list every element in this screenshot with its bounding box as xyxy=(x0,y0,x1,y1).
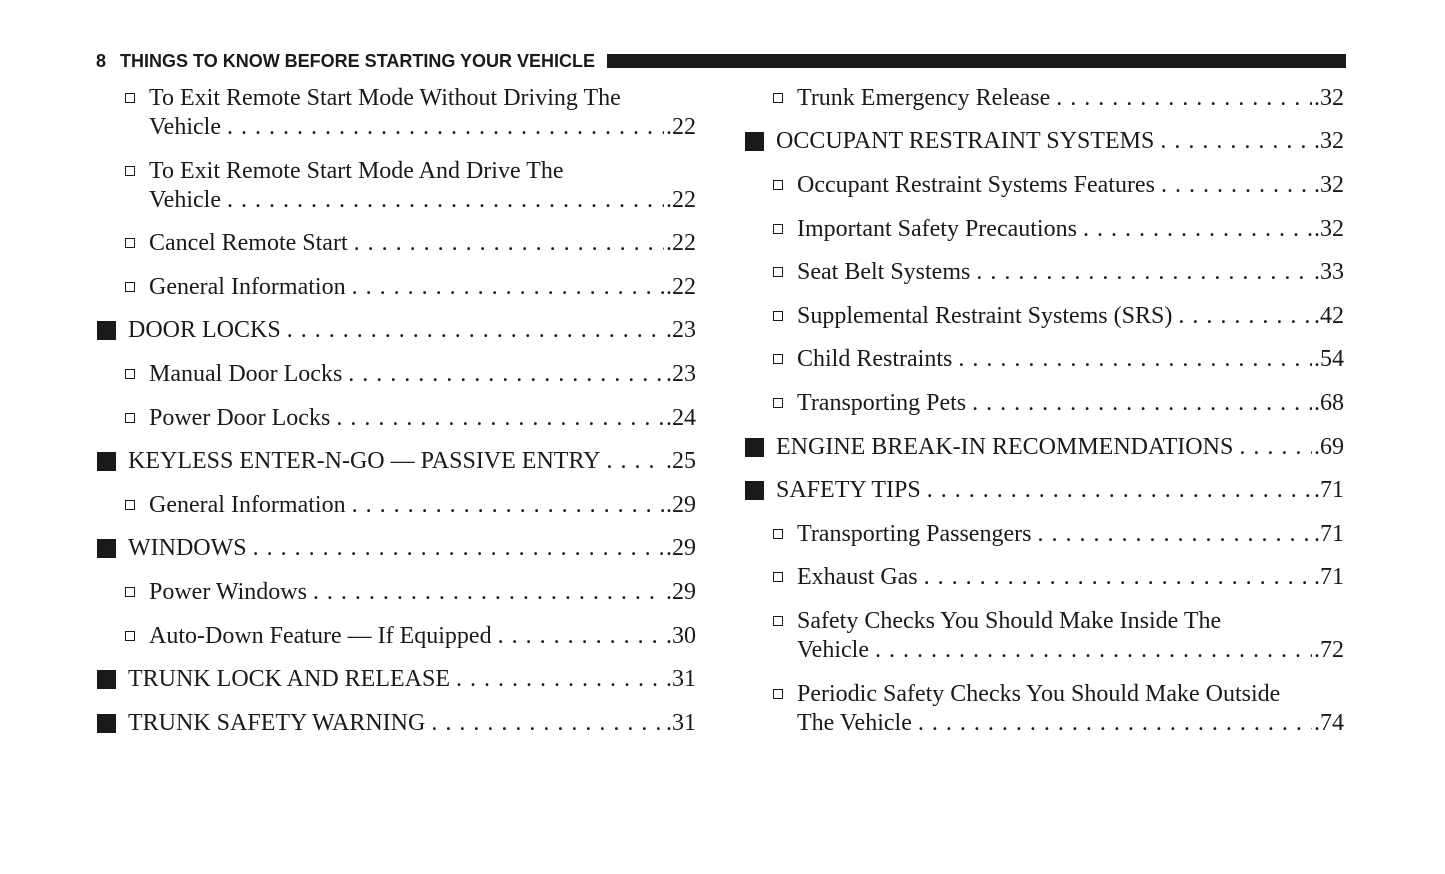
toc-page-number: .31 xyxy=(666,710,696,736)
toc-page-number: .68 xyxy=(1314,390,1344,416)
toc-entry-title: The Vehicle xyxy=(797,710,912,736)
toc-page-number: .42 xyxy=(1314,303,1344,329)
toc-entry-title: Vehicle xyxy=(797,637,869,663)
toc-subsection-entry[interactable] xyxy=(96,84,696,142)
solid-square-bullet-icon xyxy=(97,539,116,558)
toc-subsection-entry[interactable] xyxy=(96,157,696,215)
toc-subsection-entry[interactable] xyxy=(744,607,1344,665)
toc-subsection-entry[interactable] xyxy=(744,345,1344,374)
toc-page-number: .30 xyxy=(666,623,696,649)
toc-page-number: .71 xyxy=(1314,521,1344,547)
toc-page-number: .74 xyxy=(1314,710,1344,736)
toc-subsection-entry[interactable] xyxy=(744,563,1344,592)
toc-subsection-entry[interactable] xyxy=(96,360,696,389)
toc-entry-title: KEYLESS ENTER-N-GO — PASSIVE ENTRY xyxy=(128,448,601,474)
open-square-bullet-icon xyxy=(773,267,783,277)
toc-page-number: .24 xyxy=(666,405,696,431)
toc-page-number: .29 xyxy=(666,535,696,561)
solid-square-bullet-icon xyxy=(97,321,116,340)
toc-entry-title: Child Restraints xyxy=(797,346,953,372)
toc-page-number: .72 xyxy=(1314,637,1344,663)
toc-page-number: .54 xyxy=(1314,346,1344,372)
toc-page-number: .22 xyxy=(666,187,696,213)
toc-section-entry[interactable] xyxy=(744,127,1344,156)
dot-leader xyxy=(313,578,664,607)
dot-leader xyxy=(1056,84,1312,113)
toc-entry-title: TRUNK SAFETY WARNING xyxy=(128,710,426,736)
open-square-bullet-icon xyxy=(773,311,783,321)
dot-leader xyxy=(456,665,664,694)
open-square-bullet-icon xyxy=(773,616,783,626)
open-square-bullet-icon xyxy=(125,166,135,176)
dot-leader xyxy=(1239,433,1312,462)
dot-leader xyxy=(606,447,664,476)
toc-entry-title: Periodic Safety Checks You Should Make Outside xyxy=(797,681,1281,707)
open-square-bullet-icon xyxy=(773,180,783,190)
toc-entry-title: Vehicle xyxy=(149,187,221,213)
toc-entry-title: General Information xyxy=(149,274,346,300)
page-number: 8 xyxy=(96,50,107,71)
dot-leader xyxy=(227,186,664,215)
open-square-bullet-icon xyxy=(125,500,135,510)
toc-page-number: .22 xyxy=(666,114,696,140)
dot-leader xyxy=(918,709,1312,738)
toc-page-number: .32 xyxy=(1314,85,1344,111)
dot-leader xyxy=(227,113,664,142)
toc-subsection-entry[interactable] xyxy=(744,680,1344,738)
dot-leader xyxy=(875,636,1312,665)
toc-subsection-entry[interactable] xyxy=(744,302,1344,331)
toc-entry-title: Occupant Restraint Systems Features xyxy=(797,172,1155,198)
toc-page-number: .71 xyxy=(1314,564,1344,590)
dot-leader xyxy=(1037,520,1312,549)
open-square-bullet-icon xyxy=(773,224,783,234)
toc-entry-title: Auto-Down Feature — If Equipped xyxy=(149,623,492,649)
dot-leader xyxy=(976,258,1312,287)
toc-entry-title: Cancel Remote Start xyxy=(149,230,348,256)
section-title: THINGS TO KNOW BEFORE STARTING YOUR VEHICLE xyxy=(120,50,596,71)
toc-subsection-entry[interactable] xyxy=(744,171,1344,200)
toc-entry-title: ENGINE BREAK-IN RECOMMENDATIONS xyxy=(776,434,1234,460)
toc-entry-title: Important Safety Precautions xyxy=(797,216,1077,242)
dot-leader xyxy=(336,404,664,433)
toc-subsection-entry[interactable] xyxy=(744,84,1344,113)
solid-square-bullet-icon xyxy=(745,481,764,500)
open-square-bullet-icon xyxy=(773,572,783,582)
toc-entry-title: To Exit Remote Start Mode And Drive The xyxy=(149,158,564,184)
toc-entry-title: Transporting Pets xyxy=(797,390,967,416)
solid-square-bullet-icon xyxy=(97,714,116,733)
toc-subsection-entry[interactable] xyxy=(744,389,1344,418)
toc-subsection-entry[interactable] xyxy=(96,578,696,607)
solid-square-bullet-icon xyxy=(97,670,116,689)
dot-leader xyxy=(431,709,664,738)
open-square-bullet-icon xyxy=(125,587,135,597)
dot-leader xyxy=(287,316,664,345)
header-rule xyxy=(607,54,1346,68)
toc-entry-title: Supplemental Restraint Systems (SRS) xyxy=(797,303,1173,329)
solid-square-bullet-icon xyxy=(97,452,116,471)
toc-page-number: .71 xyxy=(1314,477,1344,503)
solid-square-bullet-icon xyxy=(745,132,764,151)
dot-leader xyxy=(1160,127,1312,156)
dot-leader xyxy=(354,229,664,258)
dot-leader xyxy=(348,360,664,389)
open-square-bullet-icon xyxy=(125,282,135,292)
toc-entry-title: To Exit Remote Start Mode Without Driving The xyxy=(149,85,621,111)
dot-leader xyxy=(352,273,664,302)
toc-section-entry[interactable] xyxy=(744,476,1344,505)
dot-leader xyxy=(958,345,1312,374)
toc-entry-title: Transporting Passengers xyxy=(797,521,1032,547)
toc-page-number: .33 xyxy=(1314,259,1344,285)
toc-page-number: .32 xyxy=(1314,128,1344,154)
dot-leader xyxy=(927,476,1312,505)
open-square-bullet-icon xyxy=(125,93,135,103)
toc-page-number: .31 xyxy=(666,666,696,692)
toc-section-entry[interactable] xyxy=(96,316,696,345)
dot-leader xyxy=(924,563,1312,592)
toc-section-entry[interactable] xyxy=(96,665,696,694)
toc-entry-title: Trunk Emergency Release xyxy=(797,85,1051,111)
open-square-bullet-icon xyxy=(773,354,783,364)
dot-leader xyxy=(498,622,664,651)
dot-leader xyxy=(1083,215,1312,244)
toc-entry-title: OCCUPANT RESTRAINT SYSTEMS xyxy=(776,128,1155,154)
toc-entry-title: TRUNK LOCK AND RELEASE xyxy=(128,666,450,692)
toc-entry-title: General Information xyxy=(149,492,346,518)
open-square-bullet-icon xyxy=(125,413,135,423)
open-square-bullet-icon xyxy=(773,93,783,103)
toc-entry-title: Seat Belt Systems xyxy=(797,259,971,285)
toc-entry-title: Manual Door Locks xyxy=(149,361,343,387)
toc-entry-title: Exhaust Gas xyxy=(797,564,918,590)
toc-subsection-entry[interactable] xyxy=(744,520,1344,549)
toc-page-number: .32 xyxy=(1314,172,1344,198)
toc-entry-title: Power Windows xyxy=(149,579,307,605)
toc-entry-title: DOOR LOCKS xyxy=(128,317,281,343)
toc-page-number: .29 xyxy=(666,579,696,605)
toc-section-entry[interactable] xyxy=(96,709,696,738)
page-header xyxy=(96,50,1346,72)
solid-square-bullet-icon xyxy=(745,438,764,457)
toc-page-number: .22 xyxy=(666,230,696,256)
toc-section-entry[interactable] xyxy=(744,433,1344,462)
toc-section-entry[interactable] xyxy=(96,534,696,563)
toc-page-number: .25 xyxy=(666,448,696,474)
open-square-bullet-icon xyxy=(125,369,135,379)
dot-leader xyxy=(253,534,664,563)
toc-subsection-entry[interactable] xyxy=(96,622,696,651)
toc-page-number: .23 xyxy=(666,361,696,387)
toc-subsection-entry[interactable] xyxy=(96,491,696,520)
dot-leader xyxy=(1178,302,1312,331)
toc-subsection-entry[interactable] xyxy=(744,258,1344,287)
toc-page-number: .22 xyxy=(666,274,696,300)
open-square-bullet-icon xyxy=(773,689,783,699)
open-square-bullet-icon xyxy=(773,529,783,539)
toc-subsection-entry[interactable] xyxy=(96,229,696,258)
open-square-bullet-icon xyxy=(773,398,783,408)
toc-page-number: .29 xyxy=(666,492,696,518)
toc-subsection-entry[interactable] xyxy=(96,273,696,302)
dot-leader xyxy=(1161,171,1312,200)
toc-page-number: .32 xyxy=(1314,216,1344,242)
open-square-bullet-icon xyxy=(125,238,135,248)
toc-page-number: .69 xyxy=(1314,434,1344,460)
dot-leader xyxy=(352,491,664,520)
toc-entry-title: Vehicle xyxy=(149,114,221,140)
toc-page-number: .23 xyxy=(666,317,696,343)
open-square-bullet-icon xyxy=(125,631,135,641)
toc-subsection-entry[interactable] xyxy=(96,404,696,433)
toc-subsection-entry[interactable] xyxy=(744,215,1344,244)
toc-entry-title: SAFETY TIPS xyxy=(776,477,921,503)
dot-leader xyxy=(972,389,1312,418)
toc-section-entry[interactable] xyxy=(96,447,696,476)
toc-entry-title: WINDOWS xyxy=(128,535,247,561)
toc-entry-title: Safety Checks You Should Make Inside The xyxy=(797,608,1222,634)
toc-entry-title: Power Door Locks xyxy=(149,405,331,431)
